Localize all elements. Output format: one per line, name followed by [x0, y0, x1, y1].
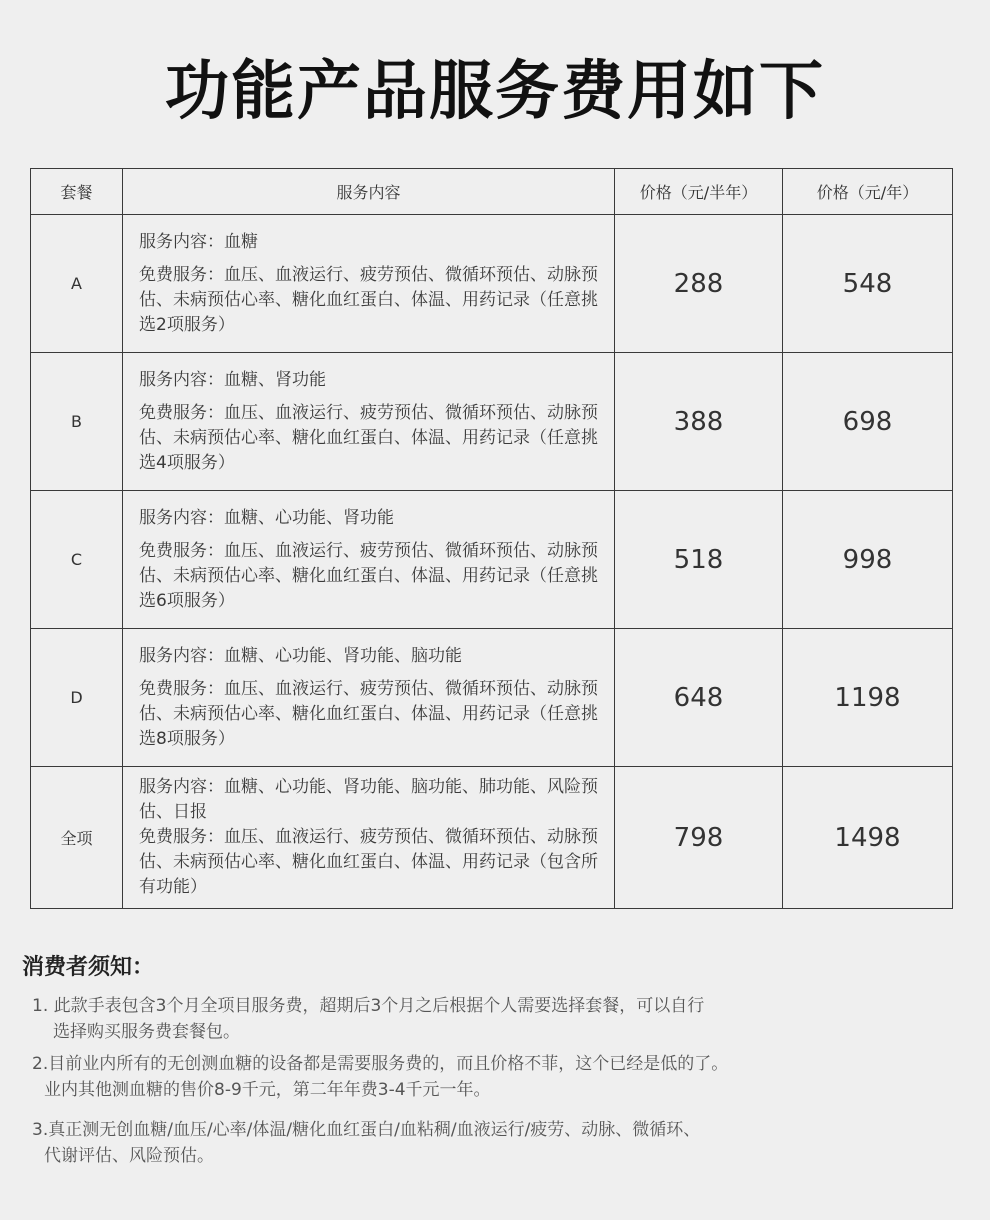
- service-content: 服务内容：血糖、心功能、肾功能: [139, 507, 394, 528]
- service-content: 服务内容：血糖、心功能、肾功能、脑功能、肺功能、风险预估、日报: [139, 777, 598, 822]
- package-cell: A: [31, 215, 123, 353]
- price-year: 1498: [783, 767, 953, 909]
- notice-item: [32, 993, 962, 1045]
- header-price-half-year: 价格（元/半年）: [615, 169, 783, 215]
- free-services: 免费服务：血压、血液运行、疲劳预估、微循环预估、动脉预估、未病预估心率、糖化血红蛋白、体温、用药记录（任意挑选2项服务）: [139, 264, 598, 335]
- free-services: 免费服务：血压、血液运行、疲劳预估、微循环预估、动脉预估、未病预估心率、糖化血红蛋白、体温、用药记录（任意挑选8项服务）: [139, 678, 598, 749]
- package-cell: D: [31, 629, 123, 767]
- fee-table: [30, 168, 953, 909]
- price-half-year: 798: [615, 767, 783, 909]
- table-row: [31, 215, 953, 353]
- table-row: [31, 767, 953, 909]
- free-services: 免费服务：血压、血液运行、疲劳预估、微循环预估、动脉预估、未病预估心率、糖化血红蛋白、体温、用药记录（任意挑选6项服务）: [139, 540, 598, 611]
- content-cell: [123, 629, 615, 767]
- service-content: 服务内容：血糖、心功能、肾功能、脑功能: [139, 645, 462, 666]
- price-half-year: 288: [615, 215, 783, 353]
- price-year: 998: [783, 491, 953, 629]
- package-cell: B: [31, 353, 123, 491]
- page-title: 功能产品服务费用如下: [165, 55, 825, 129]
- content-cell: [123, 353, 615, 491]
- price-year: 548: [783, 215, 953, 353]
- table-row: [31, 353, 953, 491]
- notice-title: 消费者须知：: [22, 955, 155, 980]
- table-row: [31, 491, 953, 629]
- notice-line: 1. 此款手表包含3个月全项目服务费，超期后3个月之后根据个人需要选择套餐，可以自行: [32, 996, 705, 1016]
- header-service-content: 服务内容: [123, 169, 615, 215]
- content-cell: [123, 491, 615, 629]
- table-row: [31, 629, 953, 767]
- price-half-year: 648: [615, 629, 783, 767]
- price-year: 698: [783, 353, 953, 491]
- notice-line: 2.目前业内所有的无创测血糖的设备都是需要服务费的，而且价格不菲，这个已经是低的了。: [32, 1054, 729, 1074]
- notice-line: 代谢评估、风险预估。: [44, 1146, 214, 1166]
- consumer-notice: [22, 950, 962, 1169]
- free-services: 免费服务：血压、血液运行、疲劳预估、微循环预估、动脉预估、未病预估心率、糖化血红蛋白、体温、用药记录（包含所有功能）: [139, 827, 598, 897]
- notice-item: [32, 1051, 962, 1103]
- content-cell: [123, 767, 615, 909]
- package-cell: C: [31, 491, 123, 629]
- notice-line: 业内其他测血糖的售价8-9千元，第二年年费3-4千元一年。: [44, 1080, 491, 1100]
- table-header-row: [31, 169, 953, 215]
- service-content: 服务内容：血糖、肾功能: [139, 369, 326, 390]
- package-cell: 全项: [31, 767, 123, 909]
- price-year: 1198: [783, 629, 953, 767]
- content-cell: [123, 215, 615, 353]
- free-services: 免费服务：血压、血液运行、疲劳预估、微循环预估、动脉预估、未病预估心率、糖化血红蛋白、体温、用药记录（任意挑选4项服务）: [139, 402, 598, 473]
- service-content: 服务内容：血糖: [139, 231, 258, 252]
- notice-line: 3.真正测无创血糖/血压/心率/体温/糖化血红蛋白/血粘稠/血液运行/疲劳、动脉、微循环、: [32, 1120, 701, 1140]
- header-package: 套餐: [31, 169, 123, 215]
- price-half-year: 388: [615, 353, 783, 491]
- price-half-year: 518: [615, 491, 783, 629]
- header-price-year: 价格（元/年）: [783, 169, 953, 215]
- notice-item: [32, 1117, 962, 1169]
- notice-line: 选择购买服务费套餐包。: [53, 1022, 240, 1042]
